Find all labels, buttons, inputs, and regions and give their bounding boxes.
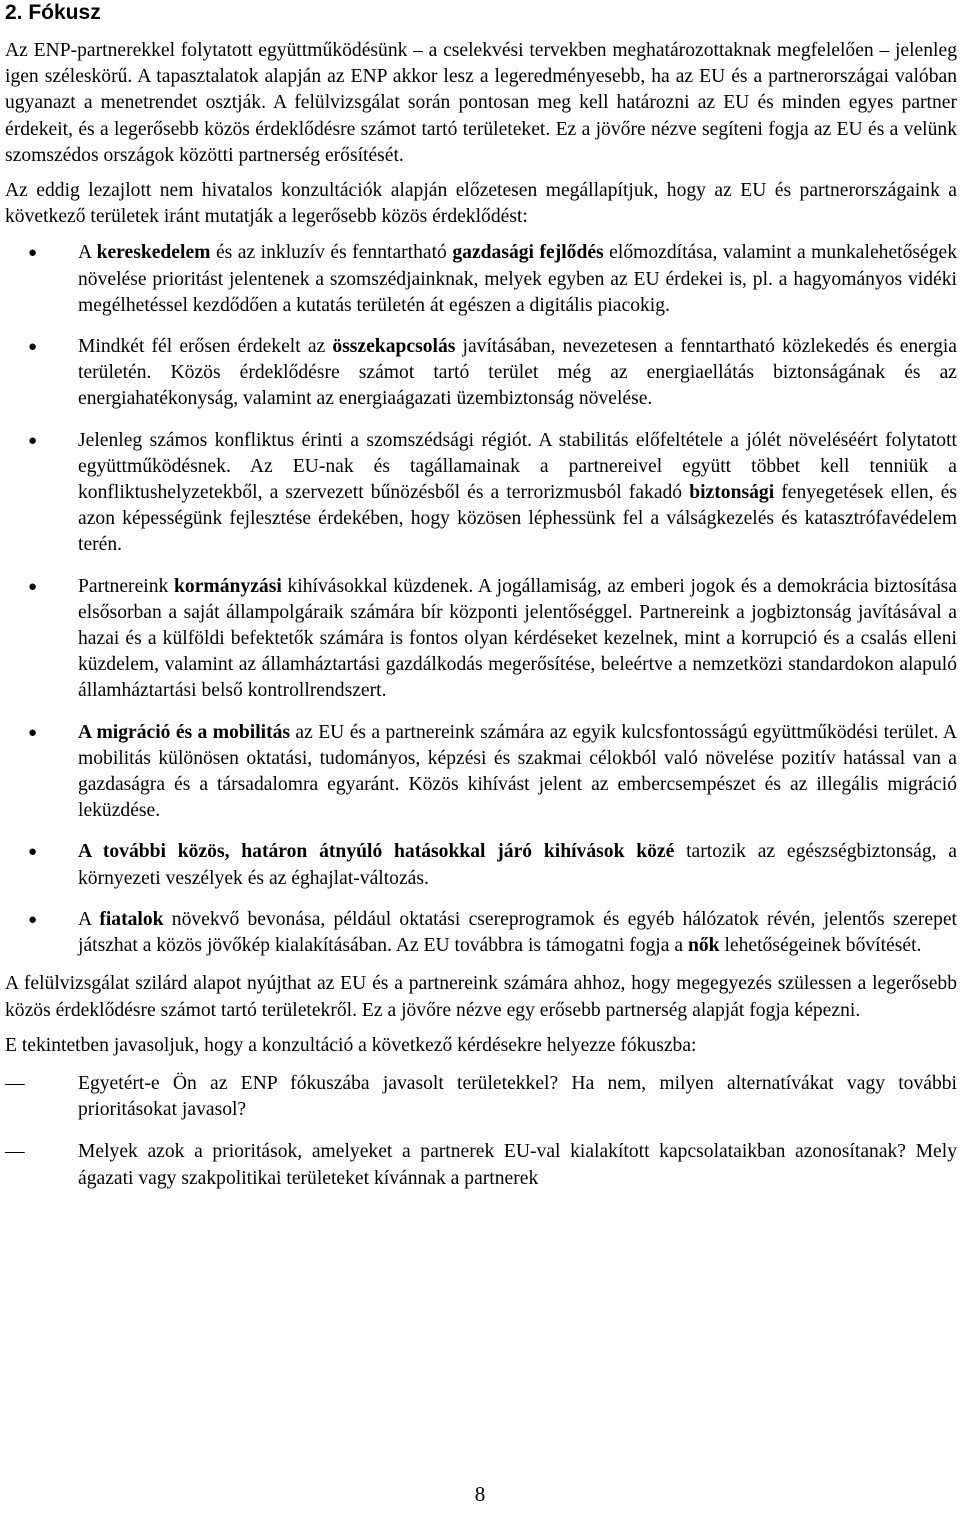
consultation-paragraph: Az eddig lezajlott nem hivatalos konzultációk alapján előzetesen megállapítjuk, hogy az EU és partnerországaink a következő területek iránt mutatják a legerősebb közös érdeklődést: <box>5 180 957 228</box>
list-item: ● A fiatalok növekvő bevonása, például oktatási csereprogramok és egyéb hálózatok révén, jelentős szerepet játszhat a közös jövőkép kialakításában. Az EU továbbra is támogatni fogja a nők lehetőségeinek bővítését. <box>28 908 958 957</box>
list-item: ● A migráció és a mobilitás az EU és a partnereink számára az egyik kulcsfontosságú együttműködési terület. A mobilitás különösen oktatási, tudományos, képzési és szakmai célokból való növelése pozitív hatással van a gazdaságra és a társadalomra egyaránt. Közös kihívást jelent az embercsempészet és az illegális migráció leküzdése. <box>28 721 957 822</box>
list-item: ● Jelenleg számos konfliktus érinti a szomszédsági régiót. A stabilitás előfeltétele a jólét növeléséért folytatott együttműködésnek. Az EU-nak és tagállamainak a partnereivel együtt többet kell tenniük a konfliktushelyzetekből, a szervezett bűnözésből és a terrorizmusból fakadó biztonsági fenyegetések ellen, és azon képességünk fejlesztése érdekében, hogy közösen léphessünk fel a válságkezelés és katasztrófavédelem terén. <box>28 429 958 556</box>
bullet-icon: ● <box>28 911 38 928</box>
consultation-questions-list <box>5 1071 957 1192</box>
list-item: ● A további közös, határon átnyúló hatásokkal járó kihívások közé tartozik az egészségbiztonság, a környezeti veszélyek és az éghajlat-változás. <box>28 841 957 889</box>
intro-paragraph: Az ENP-partnerekkel folytatott együttműködésünk – a cselekvési tervekben meghatározottaknak megfelelően – jelenleg igen széleskörű. A tapasztalatok alapján az ENP akkor lesz a legeredményesebb, ha az EU és a partnerországai valóban ugyanazt a menetrendet osztják. A felülvizsgálat során pontosan meg kell határozni az EU és minden egyes partner érdekeit, és a legerősebb közös érdeklődésre számot tartó területeket. Ez a jövőre nézve segíteni fogja az EU és a velünk szomszédos országok közötti partnerség erősítését. <box>5 40 957 166</box>
interest-areas-list <box>5 240 957 959</box>
page-number: 8 <box>474 1482 486 1506</box>
review-paragraph: A felülvizsgálat szilárd alapot nyújthat az EU és a partnereink számára ahhoz, hogy megegyezés szülessen a legerősebb közös érdeklődésre számot tartó területekről. Ez a jövőre nézve egy erősebb partnerség alapját fogja képezni. <box>5 973 957 1021</box>
bold-term: biztonsági <box>689 482 775 504</box>
section-heading: 2. Fókusz <box>5 1 101 24</box>
list-item: ● A kereskedelem és az inkluzív és fenntartható gazdasági fejlődés előmozdítása, valamint a munkalehetőségek növelése prioritást jelentenek a szomszédjainknak, melyek egyben az EU érdekei is, pl. a hagyományos vidéki megélhetéssel kezdődően a kutatás területén át egészen a digitális piacokig. <box>28 242 957 316</box>
list-item: ● Partnereink kormányzási kihívásokkal küzdenek. A jogállamiság, az emberi jogok és a demokrácia biztosítása elsősorban a saját állampolgáraik számára bír központi jelentőséggel. Partnereink a jogbiztonság javításával a hazai és a külföldi befektetők számára is fontos olyan kérdéseket kezelnek, mint a korrupció és a csalás elleni küzdelem, valamint az államháztartási gazdálkodás megerősítése, beleértve a nemzetközi standardokon alapuló államháztartási belső kontrollrendszert. <box>28 575 958 702</box>
question-item: — Melyek azok a prioritások, amelyeket a partnerek EU-val kialakított kapcsolataikban azonosítanak? Mely ágazati vagy szakpolitikai területeket kívánnak a partnerek <box>5 1141 957 1189</box>
bullet-icon: ● <box>28 578 38 595</box>
bold-term: nők <box>687 935 720 957</box>
bold-term: gazdasági fejlődés <box>452 242 604 264</box>
bullet-icon: ● <box>28 339 38 356</box>
bold-term: A további közös, határon átnyúló hatásokkal járó kihívások közé <box>78 841 675 863</box>
bold-term: összekapcsolás <box>332 336 456 358</box>
page-content <box>5 0 957 1208</box>
bullet-icon: ● <box>28 844 38 861</box>
list-item: ● Mindkét fél erősen érdekelt az összekapcsolás javításában, nevezetesen a fenntartható közlekedés és energia területén. Közös érdeklődésre számot tartó terület még az energiaellátás biztonságának és az energiahatékonyság, valamint az energiaágazati üzembiztonság növelése. <box>28 336 958 410</box>
bullet-icon: ● <box>28 724 38 741</box>
dash-icon: — <box>5 1141 25 1163</box>
proposal-paragraph: E tekintetben javasoljuk, hogy a konzultáció a következő kérdésekre helyezze fókuszba: <box>5 1034 697 1056</box>
bold-term: fiatalok <box>99 908 164 930</box>
bullet-icon: ● <box>28 245 38 262</box>
bold-term: A migráció és a mobilitás <box>78 721 291 743</box>
bullet-icon: ● <box>28 432 38 449</box>
dash-icon: — <box>5 1072 25 1094</box>
bold-term: kormányzási <box>174 575 282 597</box>
bold-term: kereskedelem <box>96 242 211 264</box>
question-item: — Egyetért-e Ön az ENP fókuszába javasolt területekkel? Ha nem, milyen alternatívákat vagy további prioritásokat javasol? <box>5 1072 957 1121</box>
